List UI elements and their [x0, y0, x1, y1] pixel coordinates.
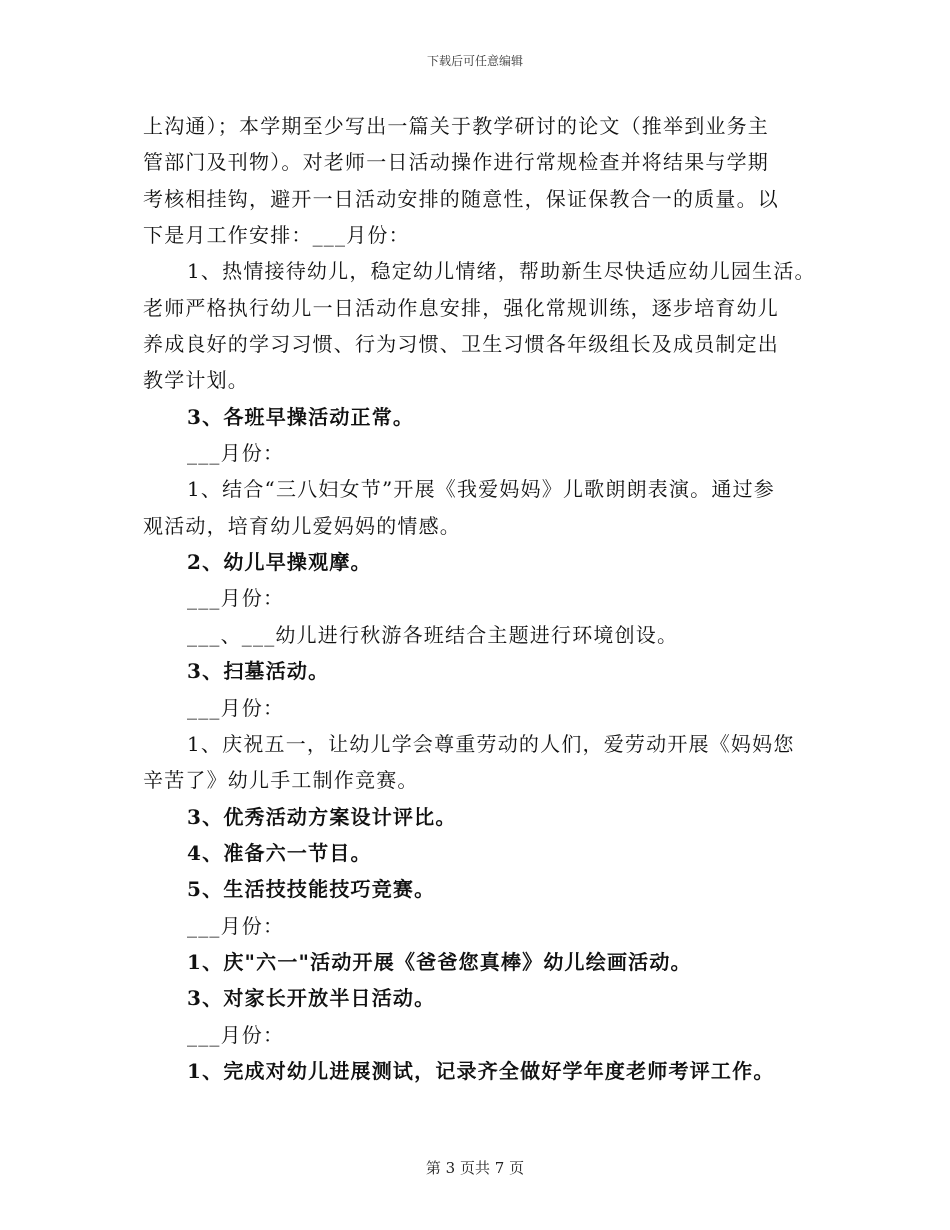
text-line: 1、庆祝五一，让幼儿学会尊重劳动的人们，爱劳动开展《妈妈您: [187, 731, 795, 756]
text-line: 观活动，培育幼儿爱妈妈的情感。: [143, 513, 461, 538]
text-line: 3、对家长开放半日活动。: [187, 986, 436, 1011]
text-line: 2、幼儿早操观摩。: [187, 550, 372, 575]
text-line: ___月份：: [187, 1022, 285, 1047]
document-body: [143, 108, 833, 1089]
text-line: ___月份：: [187, 586, 285, 611]
text-line: 下是月工作安排：___月份：: [143, 223, 410, 248]
text-line: 辛苦了》幼儿手工制作竞赛。: [143, 768, 419, 793]
text-line: 1、庆"六一"活动开展《爸爸您真棒》幼儿绘画活动。: [187, 949, 692, 974]
page-header: 下载后可任意编辑: [426, 54, 523, 68]
text-line: 3、各班早操活动正常。: [187, 404, 415, 429]
text-line: ___月份：: [187, 695, 285, 720]
text-line: 养成良好的学习习惯、行为习惯、卫生习惯各年级组长及成员制定出: [143, 332, 779, 357]
text-line: 5、生活技技能技巧竞赛。: [187, 877, 436, 902]
text-line: ___月份：: [187, 913, 285, 938]
text-line: ___月份：: [187, 441, 285, 466]
text-line: 管部门及刊物）。对老师一日活动操作进行常规检查并将结果与学期: [143, 150, 769, 175]
page-footer: 第 3 页共 7 页: [425, 1159, 525, 1177]
text-line: 3、扫墓活动。: [187, 659, 330, 684]
text-line: 1、热情接待幼儿，稳定幼儿情绪，帮助新生尽快适应幼儿园生活。: [187, 259, 816, 284]
text-line: 考核相挂钩，避开一日活动安排的随意性，保证保教合一的质量。以: [143, 186, 779, 211]
text-line: 3、优秀活动方案设计评比。: [187, 804, 457, 829]
text-line: 1、完成对幼儿进展测试，记录齐全做好学年度老师考评工作。: [187, 1058, 775, 1083]
text-line: 4、准备六一节目。: [187, 840, 372, 865]
text-line: 教学计划。: [143, 368, 249, 393]
text-line: 上沟通）；本学期至少写出一篇关于教学研讨的论文（推举到业务主: [143, 114, 769, 138]
text-line: 1、结合“三八妇女节”开展《我爱妈妈》儿歌朗朗表演。通过参: [187, 477, 775, 502]
text-line: 老师严格执行幼儿一日活动作息安排，强化常规训练，逐步培育幼儿: [143, 295, 779, 320]
text-line: ___、___幼儿进行秋游各班结合主题进行环境创设。: [187, 622, 679, 647]
